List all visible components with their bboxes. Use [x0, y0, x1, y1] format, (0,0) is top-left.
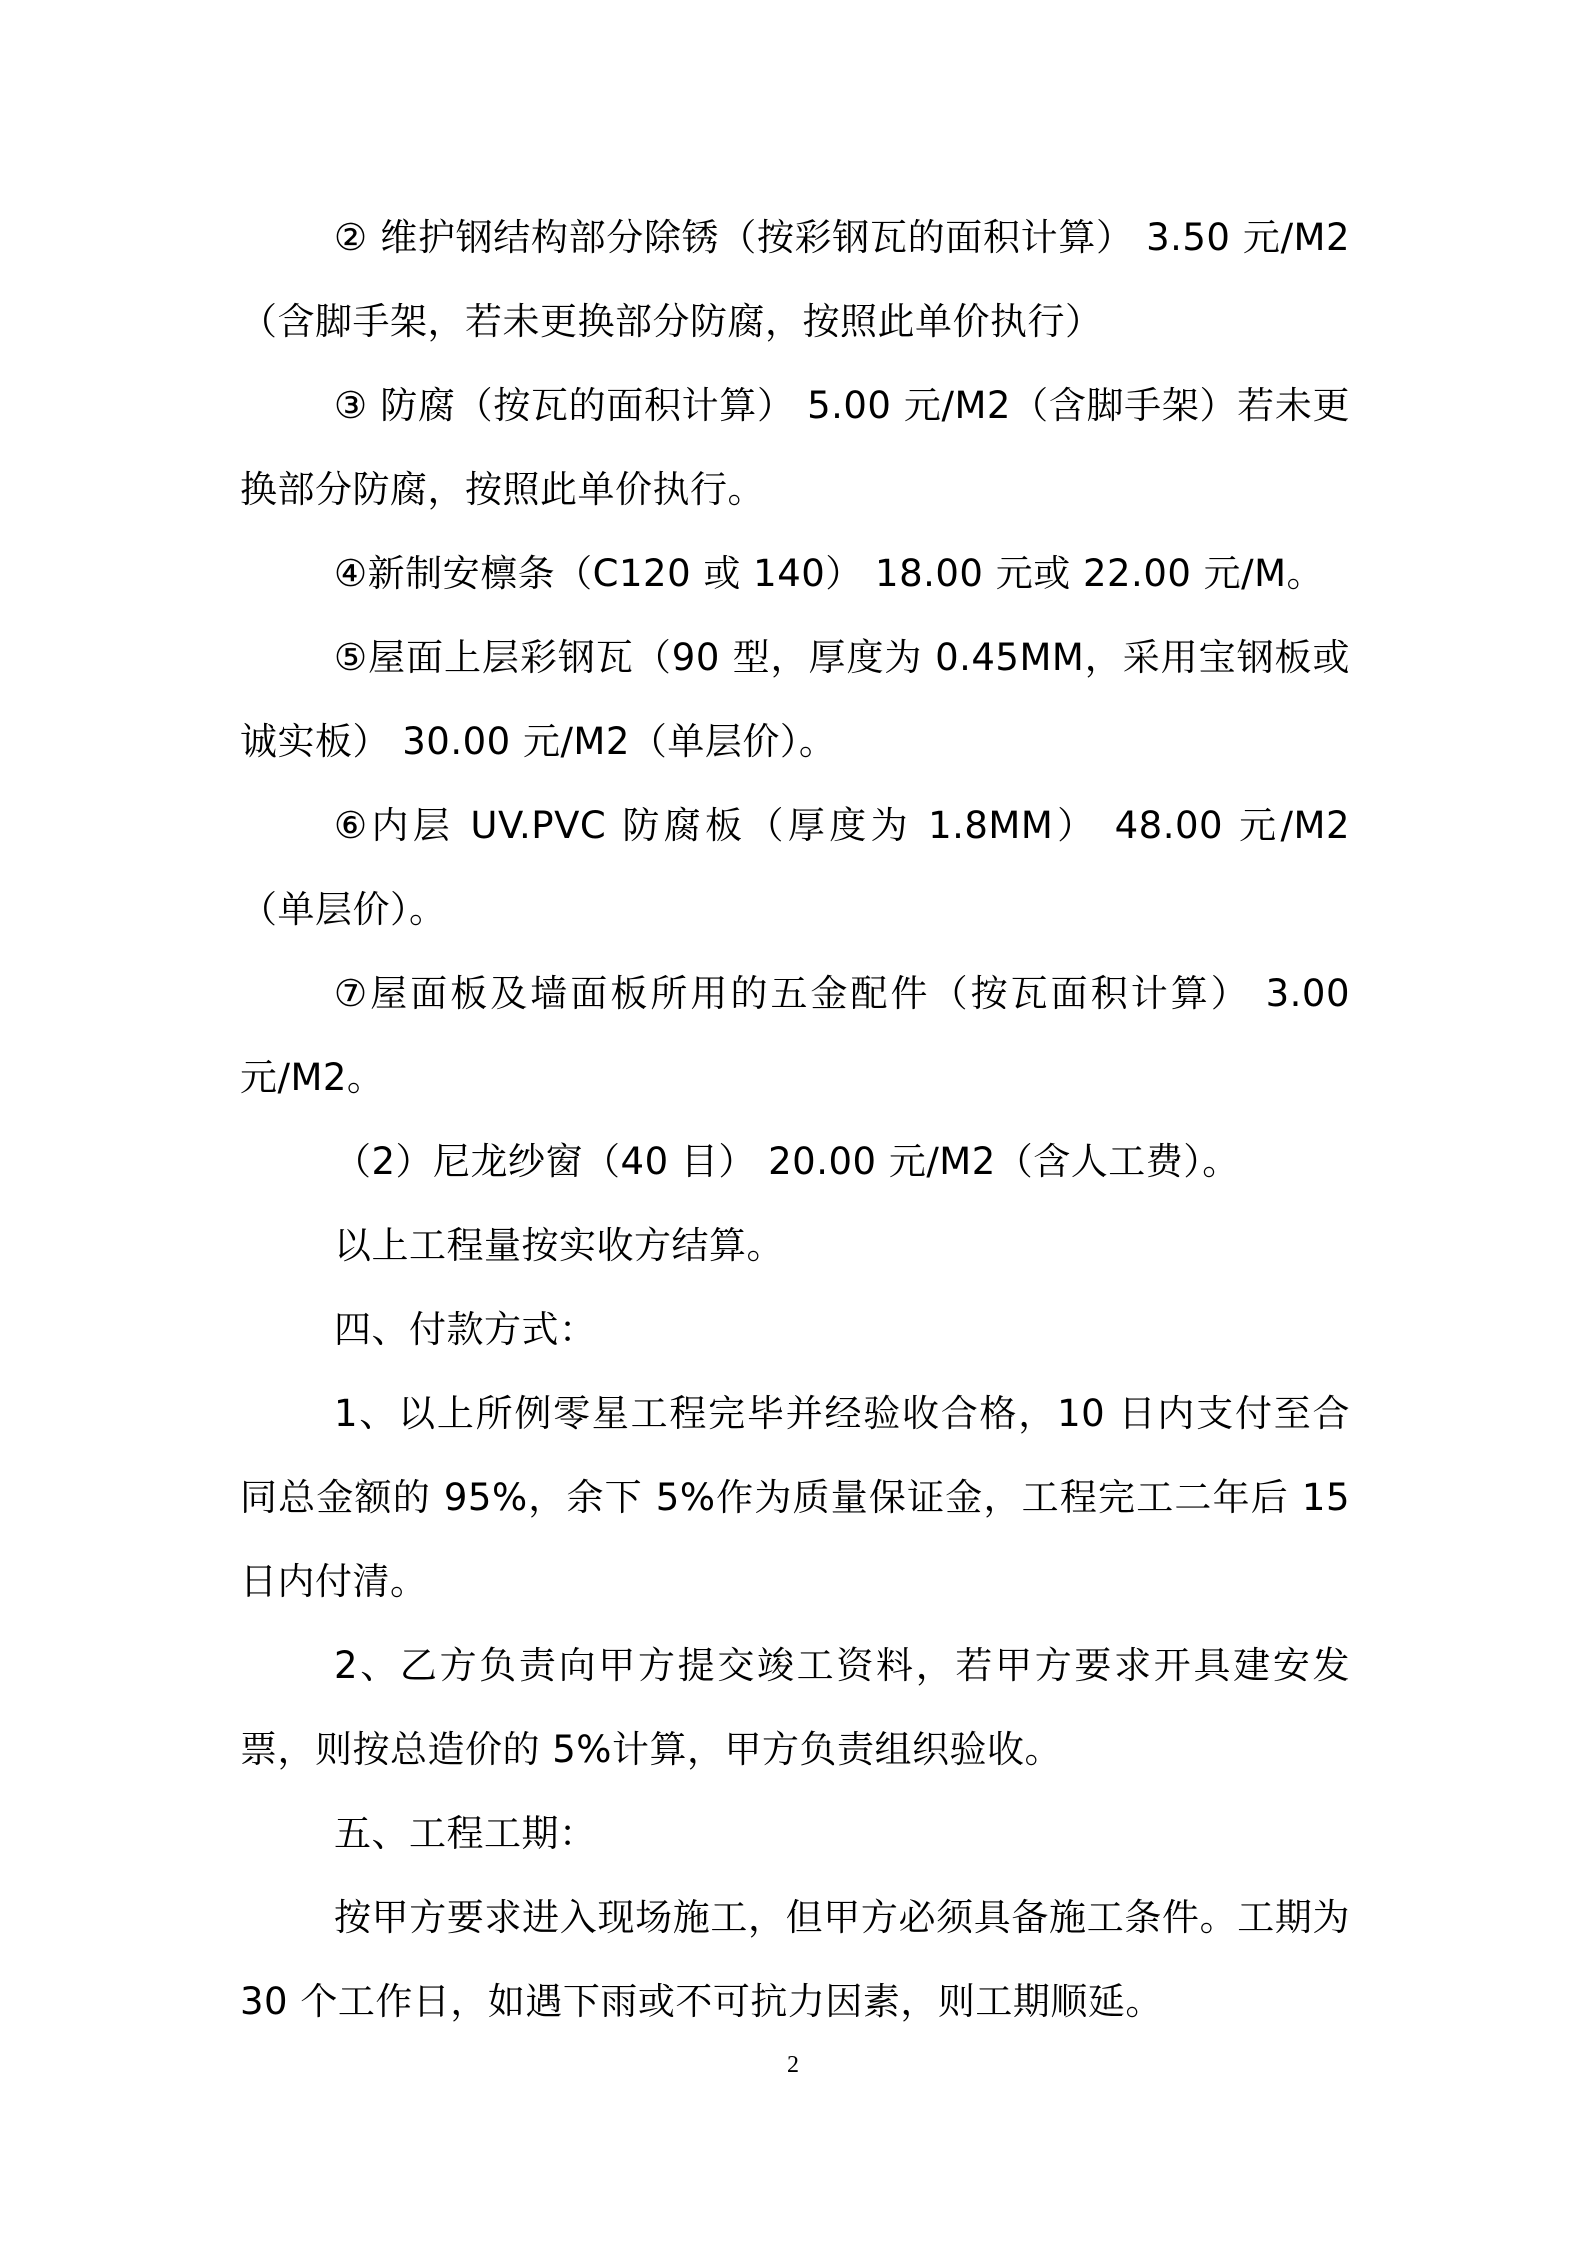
document-body [240, 196, 1350, 2044]
paragraph-item-7-hardware: ⑦屋面板及墙面板所用的五金配件（按瓦面积计算） 3.00 元/M2。 [240, 972, 1350, 1099]
paragraph-item-2-derusting: ② 维护钢结构部分除锈（按彩钢瓦的面积计算） 3.50 元/M2（含脚手架，若未更换部分防腐，按照此单价执行） [240, 216, 1350, 343]
paragraph-item-4-purlin: ④新制安檩条（C120 或 140） 18.00 元或 22.00 元/M。 [334, 552, 1325, 595]
paragraph-schedule: 按甲方要求进入现场施工，但甲方必须具备施工条件。工期为 30 个工作日，如遇下雨或不可抗力因素，则工期顺延。 [240, 1896, 1350, 2023]
paragraph-item-6-pvc-board: ⑥内层 UV.PVC 防腐板（厚度为 1.8MM） 48.00 元/M2（单层价）。 [240, 804, 1350, 931]
paragraph-payment-1: 1、以上所例零星工程完毕并经验收合格，10 日内支付至合同总金额的 95%，余下 5%作为质量保证金，工程完工二年后 15 日内付清。 [240, 1392, 1350, 1603]
section-heading-schedule: 五、工程工期： [334, 1812, 597, 1855]
paragraph-item-3-anticorrosion: ③ 防腐（按瓦的面积计算） 5.00 元/M2（含脚手架）若未更换部分防腐，按照此单价执行。 [240, 384, 1350, 511]
paragraph-nylon-screen: （2）尼龙纱窗（40 目） 20.00 元/M2（含人工费）。 [334, 1140, 1240, 1183]
section-heading-payment: 四、付款方式： [334, 1308, 597, 1351]
paragraph-settlement-note: 以上工程量按实收方结算。 [334, 1224, 784, 1267]
paragraph-item-5-steel-tile: ⑤屋面上层彩钢瓦（90 型，厚度为 0.45MM，采用宝钢板或诚实板） 30.00 元/M2（单层价）。 [240, 636, 1350, 763]
page-number: 2 [787, 2052, 799, 2078]
paragraph-payment-2: 2、乙方负责向甲方提交竣工资料，若甲方要求开具建安发票，则按总造价的 5%计算，甲方负责组织验收。 [240, 1644, 1350, 1771]
